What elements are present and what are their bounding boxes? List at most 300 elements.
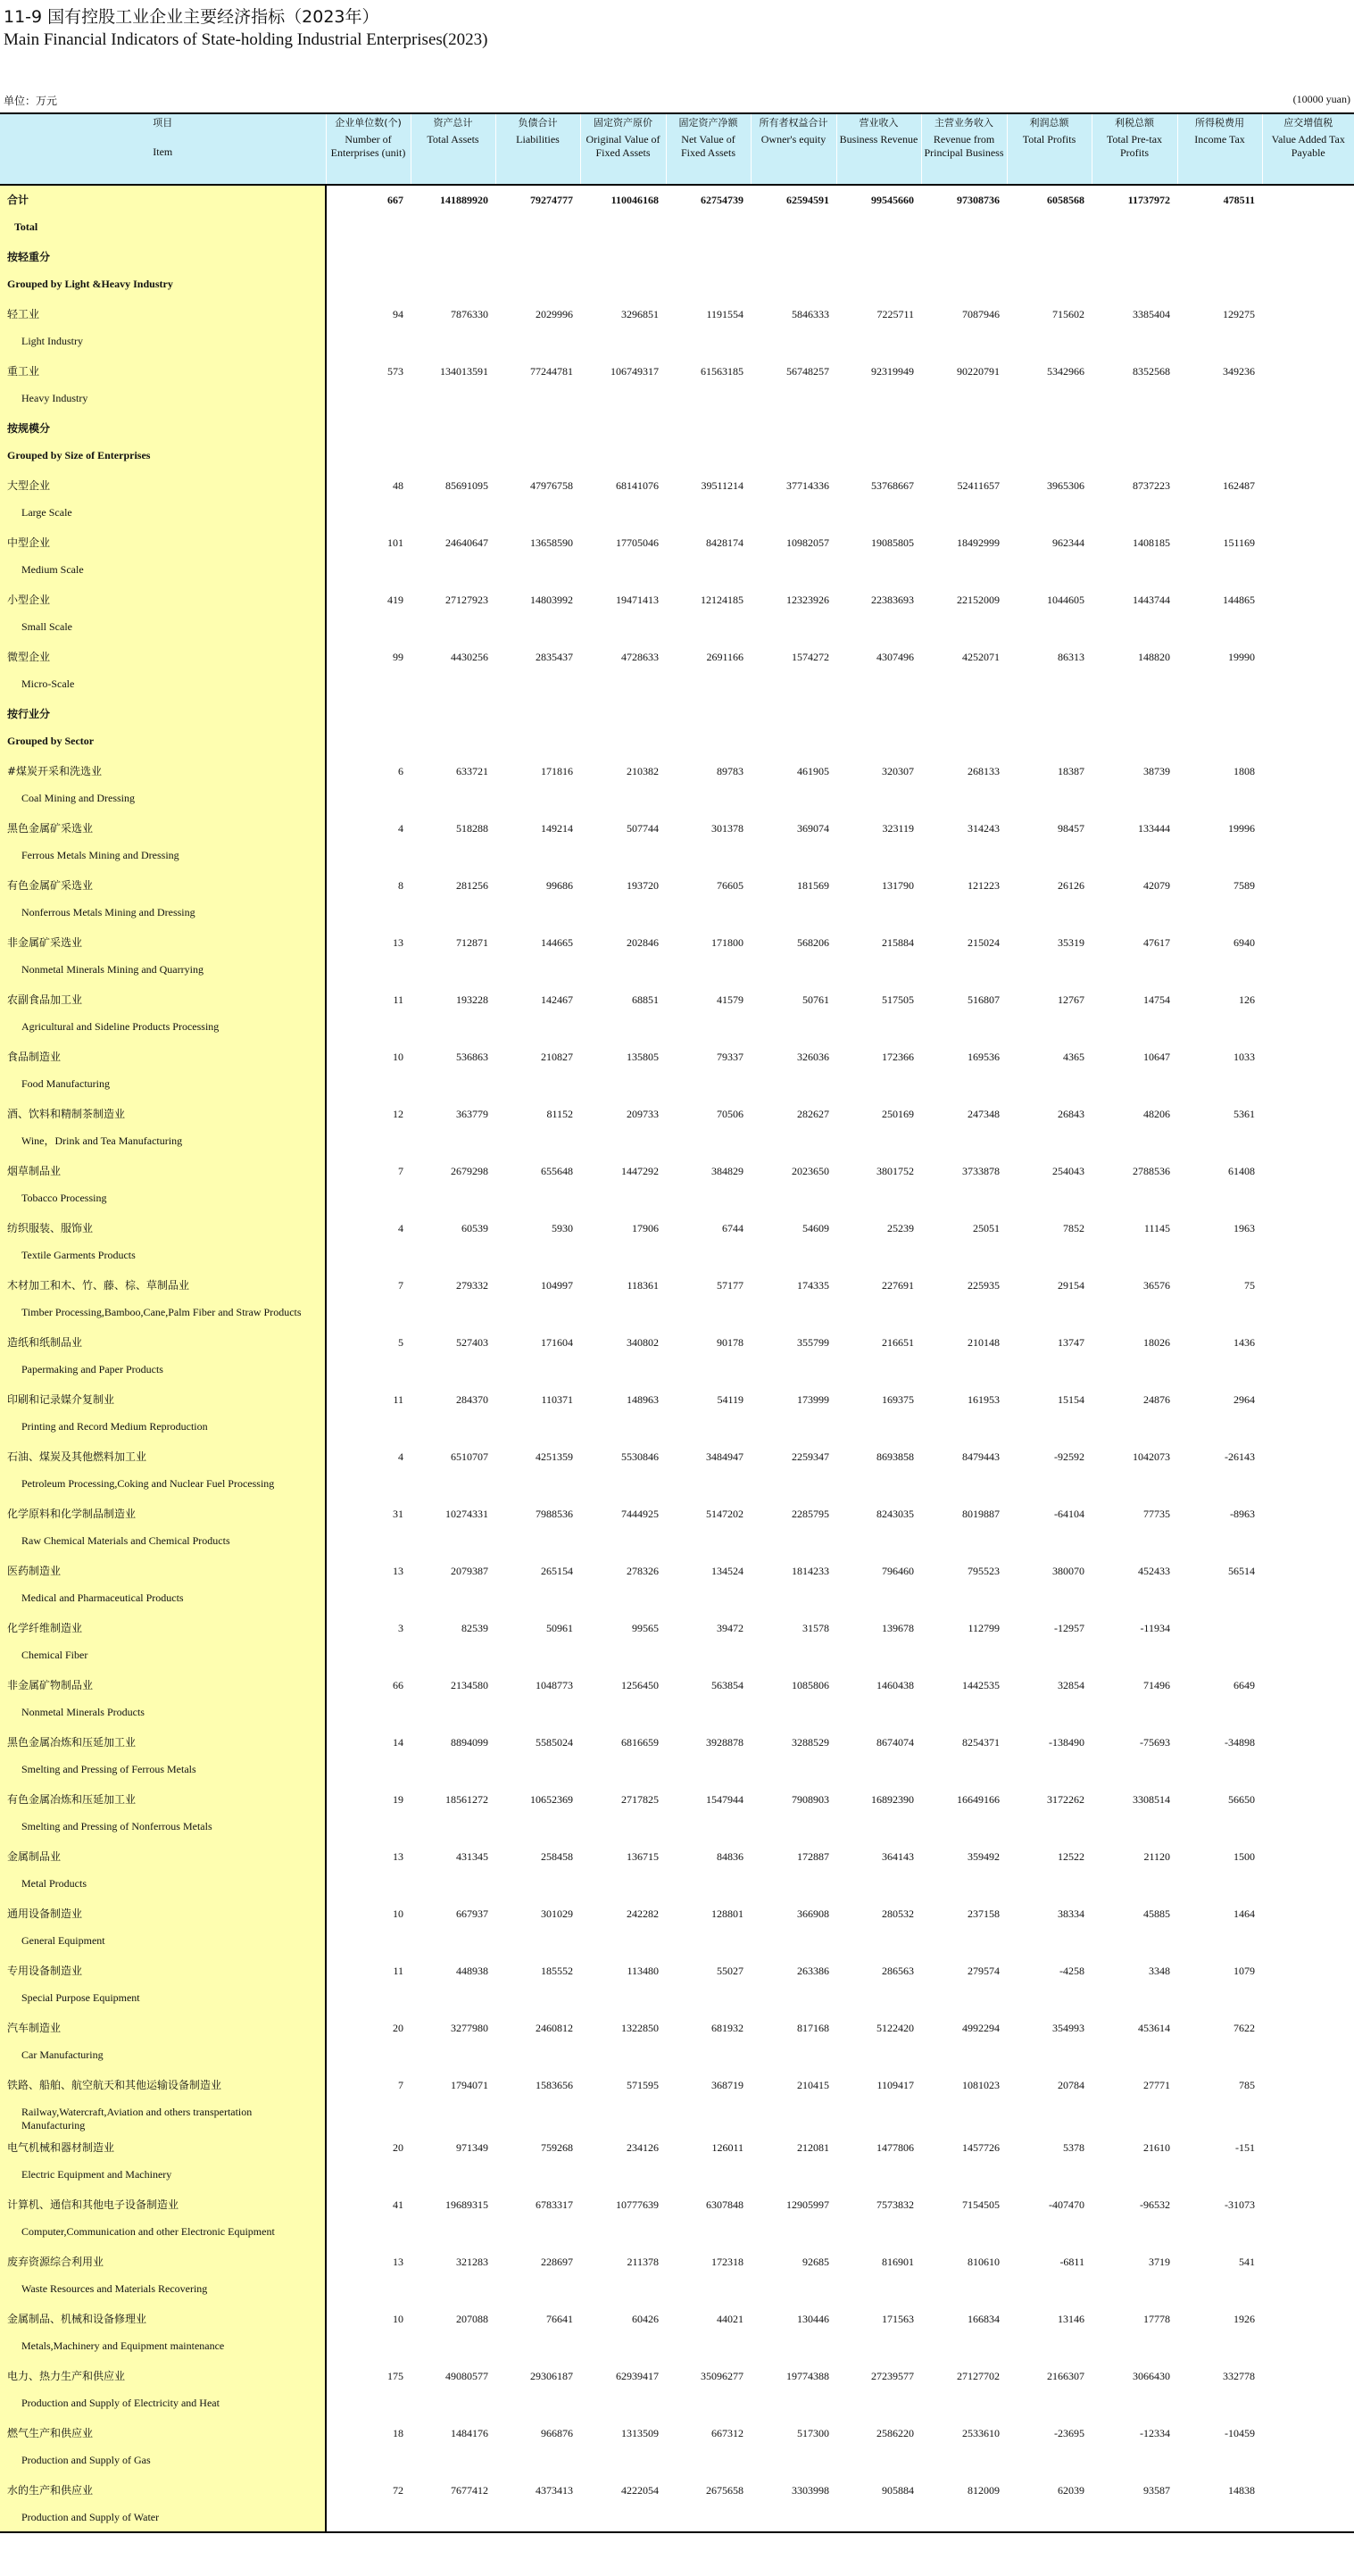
table-cell: 99545660	[871, 194, 914, 206]
row-label-en: Coal Mining and Dressing	[0, 786, 326, 813]
table-cell: 20	[393, 2140, 403, 2154]
table-row	[0, 1613, 1354, 1643]
table-cell	[580, 413, 666, 444]
table-cell: 6058568	[1047, 194, 1084, 206]
table-cell: 1079	[1234, 1964, 1255, 1977]
table-cell: 6307848	[706, 2198, 743, 2211]
table-row-en	[0, 1586, 1354, 1613]
table-cell: 92319949	[871, 364, 914, 378]
row-label-en: Printing and Record Medium Reproduction	[0, 1415, 326, 1442]
table-cell: 7908903	[792, 1792, 829, 1806]
table-cell	[326, 413, 411, 444]
table-cell: 258458	[541, 1849, 573, 1863]
row-spacer	[326, 2505, 1262, 2532]
row-spacer	[326, 1757, 1262, 1784]
table-row	[0, 756, 1354, 786]
table-cell: 97308736	[957, 194, 1000, 206]
table-cell: 41	[393, 2198, 403, 2211]
table-cell: 8352568	[1133, 364, 1170, 378]
table-row	[0, 1156, 1354, 1186]
table-cell	[411, 699, 495, 729]
row-label-en: Production and Supply of Gas	[0, 2448, 326, 2475]
table-row-en	[0, 2043, 1354, 2070]
table-row-en	[0, 901, 1354, 927]
table-cell: 8	[398, 878, 403, 892]
row-label-en: Nonferrous Metals Mining and Dressing	[0, 901, 326, 927]
table-cell	[411, 413, 495, 444]
table-cell: 6744	[722, 1221, 743, 1234]
table-cell: 3733878	[962, 1164, 1000, 1177]
table-row	[0, 813, 1354, 843]
table-cell: 1048773	[536, 1678, 573, 1691]
row-label-en: Railway,Watercraft,Aviation and others transpertation Manufacturing	[0, 2100, 326, 2132]
table-cell: 7	[398, 2078, 403, 2091]
table-cell: -26143	[1225, 1450, 1255, 1463]
table-header	[0, 113, 1354, 185]
table-cell: 3385404	[1133, 307, 1170, 320]
table-cell: 7622	[1234, 2021, 1255, 2034]
table-cell: 94	[393, 307, 403, 320]
table-cell: 431345	[456, 1849, 488, 1863]
table-cell: 210827	[541, 1050, 573, 1063]
table-cell: 284370	[456, 1392, 488, 1406]
row-spacer	[326, 615, 1262, 642]
table-cell: 24876	[1143, 1392, 1170, 1406]
table-row	[0, 470, 1354, 501]
table-row	[0, 2190, 1354, 2220]
table-cell: 17906	[632, 1221, 659, 1234]
table-cell: 301029	[541, 1907, 573, 1920]
row-spacer	[326, 501, 1262, 528]
table-cell: 461905	[797, 764, 829, 777]
table-body	[0, 185, 1354, 2532]
table-cell: 41579	[717, 993, 743, 1006]
table-row-en	[0, 1929, 1354, 1956]
row-spacer	[326, 1129, 1262, 1156]
table-cell: 1808	[1234, 764, 1255, 777]
table-cell: 110046168	[611, 194, 659, 206]
table-cell: -407470	[1049, 2198, 1084, 2211]
table-cell: 18387	[1058, 764, 1084, 777]
row-spacer	[326, 2448, 1262, 2475]
table-cell: 4	[398, 1221, 403, 1234]
column-header-zh: 应交增值税	[1283, 117, 1333, 129]
table-cell: 215884	[882, 935, 914, 949]
table-cell: 759268	[541, 2140, 573, 2154]
table-cell: 215024	[968, 935, 1000, 949]
table-cell: 173999	[797, 1392, 829, 1406]
row-label-en: Electric Equipment and Machinery	[0, 2163, 326, 2190]
table-cell	[1007, 413, 1092, 444]
table-cell: 2675658	[706, 2483, 743, 2497]
table-cell: -92592	[1054, 1450, 1084, 1463]
table-cell: 12	[393, 1107, 403, 1120]
table-cell: 11	[393, 993, 403, 1006]
row-label-en: Total	[0, 215, 326, 242]
row-label-en: Medium Scale	[0, 558, 326, 585]
table-cell: 5	[398, 1335, 403, 1349]
table-cell: 130446	[797, 2312, 829, 2325]
table-cell: 3484947	[706, 1450, 743, 1463]
table-cell: 314243	[968, 821, 1000, 835]
table-cell: 85691095	[445, 478, 488, 492]
column-header	[326, 113, 411, 185]
table-cell: 633721	[456, 764, 488, 777]
table-cell: 5342966	[1047, 364, 1084, 378]
row-spacer	[326, 2220, 1262, 2247]
table-cell: 5530846	[621, 1450, 659, 1463]
table-cell: 1574272	[792, 650, 829, 663]
row-spacer	[326, 901, 1262, 927]
row-spacer	[326, 1986, 1262, 2013]
table-cell: 1109417	[876, 2078, 914, 2091]
row-label-en: Nonmetal Minerals Products	[0, 1700, 326, 1727]
table-cell: 326036	[797, 1050, 829, 1063]
row-label-zh: 大型企业	[0, 470, 326, 501]
row-label-en: Production and Supply of Water	[0, 2505, 326, 2532]
table-cell: 1484176	[451, 2426, 488, 2439]
table-cell: 56748257	[786, 364, 829, 378]
table-cell: 1926	[1234, 2312, 1255, 2325]
table-cell: 77735	[1143, 1507, 1170, 1520]
table-cell: 1447292	[621, 1164, 659, 1177]
table-cell: 14803992	[530, 593, 573, 606]
table-cell: 301378	[711, 821, 743, 835]
row-label-en: Smelting and Pressing of Nonferrous Metals	[0, 1815, 326, 1841]
table-cell: 810610	[968, 2255, 1000, 2268]
table-row	[0, 1442, 1354, 1472]
table-cell: 10652369	[530, 1792, 573, 1806]
table-cell: 667	[387, 194, 403, 206]
table-cell: 136715	[627, 1849, 659, 1863]
table-cell: 10	[393, 1907, 403, 1920]
table-cell	[1177, 413, 1262, 444]
table-cell: 106749317	[611, 364, 659, 378]
table-cell: 11	[393, 1392, 403, 1406]
table-cell: 2717825	[621, 1792, 659, 1806]
table-cell: 86313	[1058, 650, 1084, 663]
table-cell: 98457	[1058, 821, 1084, 835]
row-spacer	[326, 2100, 1262, 2132]
row-label-en: Metal Products	[0, 1872, 326, 1899]
column-header-zh: 资产总计	[433, 117, 473, 129]
row-label-zh: 非金属矿物制品业	[0, 1670, 326, 1700]
table-cell: 796460	[882, 1564, 914, 1577]
table-row	[0, 1042, 1354, 1072]
table-cell: 281256	[456, 878, 488, 892]
table-row-en	[0, 386, 1354, 413]
table-cell: 112799	[968, 1621, 1000, 1634]
row-label-zh: 化学原料和化学制品制造业	[0, 1499, 326, 1529]
table-cell: 172366	[882, 1050, 914, 1063]
row-label-en: Textile Garments Products	[0, 1243, 326, 1270]
table-cell: 7589	[1234, 878, 1255, 892]
table-cell	[836, 699, 921, 729]
table-cell: 27771	[1143, 2078, 1170, 2091]
table-cell: 134524	[711, 1564, 743, 1577]
table-cell: 129275	[1223, 307, 1255, 320]
table-cell: 11	[393, 1964, 403, 1977]
column-header-en: Owner's equity	[760, 133, 827, 145]
row-spacer	[326, 1872, 1262, 1899]
table-cell: 6940	[1234, 935, 1255, 949]
table-cell: 279332	[456, 1278, 488, 1292]
table-row	[0, 528, 1354, 558]
table-cell: 286563	[882, 1964, 914, 1977]
table-cell: 3928878	[706, 1735, 743, 1749]
table-cell: 7852	[1063, 1221, 1084, 1234]
table-cell: 19774388	[786, 2369, 829, 2382]
table-cell: 13	[393, 2255, 403, 2268]
table-row-en	[0, 2163, 1354, 2190]
row-label-en: Agricultural and Sideline Products Processing	[0, 1015, 326, 1042]
table-cell	[326, 699, 411, 729]
table-cell: 110371	[541, 1392, 573, 1406]
table-cell: 185552	[541, 1964, 573, 1977]
table-cell: 340802	[627, 1335, 659, 1349]
unit-label-en: (10000 yuan)	[1292, 93, 1350, 105]
column-header-zh: 营业收入	[859, 117, 899, 129]
row-label-zh: 计算机、通信和其他电子设备制造业	[0, 2190, 326, 2220]
table-row-en	[0, 1186, 1354, 1213]
row-spacer	[326, 215, 1262, 242]
table-cell: 3	[398, 1621, 403, 1634]
table-cell: 2259347	[792, 1450, 829, 1463]
table-cell: 20784	[1058, 2078, 1084, 2091]
column-header	[495, 113, 580, 185]
table-cell: 712871	[456, 935, 488, 949]
table-cell: 3288529	[792, 1735, 829, 1749]
table-cell: 516807	[968, 993, 1000, 1006]
table-cell: 19471413	[616, 593, 659, 606]
table-cell: 320307	[882, 764, 914, 777]
table-cell: 518288	[456, 821, 488, 835]
table-cell: -23695	[1054, 2426, 1084, 2439]
table-cell	[1092, 242, 1177, 272]
table-cell: 141889920	[440, 194, 488, 206]
table-cell: 93587	[1143, 2483, 1170, 2497]
table-cell: 35319	[1058, 935, 1084, 949]
table-cell: 121223	[968, 878, 1000, 892]
table-cell: 1322850	[621, 2021, 659, 2034]
row-spacer	[326, 2334, 1262, 2361]
row-label-zh: #煤炭开采和洗选业	[0, 756, 326, 786]
table-row-en	[0, 1072, 1354, 1099]
table-cell: 29154	[1058, 1278, 1084, 1292]
table-cell: 4252071	[962, 650, 1000, 663]
column-header-zh: 负债合计	[518, 117, 558, 129]
table-cell: 210415	[797, 2078, 829, 2091]
row-spacer	[326, 672, 1262, 699]
column-header-en: Net Value of Fixed Assets	[680, 133, 735, 159]
table-row-en	[0, 1300, 1354, 1327]
table-cell: 174335	[797, 1278, 829, 1292]
table-cell: 26126	[1058, 878, 1084, 892]
table-cell: 71496	[1143, 1678, 1170, 1691]
table-cell: 62754739	[701, 194, 743, 206]
table-cell: -12957	[1054, 1621, 1084, 1634]
table-cell: 795523	[968, 1564, 1000, 1577]
table-cell: 905884	[882, 2483, 914, 2497]
table-row	[0, 2247, 1354, 2277]
table-cell: 6	[398, 764, 403, 777]
row-spacer	[326, 2163, 1262, 2190]
table-cell: 5930	[552, 1221, 573, 1234]
table-row-en	[0, 958, 1354, 985]
table-cell: 68141076	[616, 478, 659, 492]
row-label-zh: 农副食品加工业	[0, 985, 326, 1015]
row-label-zh: 纺织服装、服饰业	[0, 1213, 326, 1243]
row-label-en: Small Scale	[0, 615, 326, 642]
table-row	[0, 642, 1354, 672]
table-cell: 1044605	[1047, 593, 1084, 606]
table-cell: 359492	[968, 1849, 1000, 1863]
table-row-en	[0, 729, 1354, 756]
table-cell: 517300	[797, 2426, 829, 2439]
table-cell: 72	[393, 2483, 403, 2497]
table-cell: 90220791	[957, 364, 1000, 378]
table-cell: 268133	[968, 764, 1000, 777]
table-row-en	[0, 672, 1354, 699]
table-cell: 563854	[711, 1678, 743, 1691]
table-cell: 17778	[1143, 2312, 1170, 2325]
table-cell: -4258	[1059, 1964, 1084, 1977]
column-header-en: Liabilities	[516, 133, 560, 145]
table-row	[0, 299, 1354, 329]
table-cell: 81152	[546, 1107, 573, 1120]
table-cell: 21120	[1143, 1849, 1170, 1863]
table-cell: 84836	[717, 1849, 743, 1863]
table-cell: 15154	[1058, 1392, 1084, 1406]
table-cell: 573	[387, 364, 403, 378]
table-row-en	[0, 1358, 1354, 1384]
table-cell: 139678	[882, 1621, 914, 1634]
row-label-zh: 造纸和纸制品业	[0, 1327, 326, 1358]
table-cell: 31	[393, 1507, 403, 1520]
table-cell: 6816659	[621, 1735, 659, 1749]
table-cell: 5122420	[876, 2021, 914, 2034]
row-label-en: Special Purpose Equipment	[0, 1986, 326, 2013]
row-spacer	[326, 1358, 1262, 1384]
table-cell: 14	[393, 1735, 403, 1749]
table-cell: 171563	[882, 2312, 914, 2325]
table-cell: 265154	[541, 1564, 573, 1577]
table-cell: 56514	[1228, 1564, 1255, 1577]
table-cell: 19085805	[871, 536, 914, 549]
table-cell: 118361	[627, 1278, 659, 1292]
table-cell: 13	[393, 1849, 403, 1863]
table-cell: 22383693	[871, 593, 914, 606]
table-cell: 1033	[1234, 1050, 1255, 1063]
table-cell: 254043	[1052, 1164, 1084, 1177]
table-cell: 134013591	[440, 364, 488, 378]
table-row-en	[0, 1129, 1354, 1156]
table-cell: 10982057	[786, 536, 829, 549]
table-cell	[495, 242, 580, 272]
row-label-en: Waste Resources and Materials Recovering	[0, 2277, 326, 2304]
table-row-en	[0, 272, 1354, 299]
table-cell: 144865	[1223, 593, 1255, 606]
table-row	[0, 927, 1354, 958]
table-cell: 12522	[1058, 1849, 1084, 1863]
row-label-en: Car Manufacturing	[0, 2043, 326, 2070]
table-cell: 128801	[711, 1907, 743, 1920]
table-cell: 113480	[627, 1964, 659, 1977]
table-cell: 7677412	[451, 2483, 488, 2497]
table-cell: 7573832	[876, 2198, 914, 2211]
table-cell	[411, 242, 495, 272]
table-cell: 50761	[802, 993, 829, 1006]
table-cell: 32854	[1058, 1678, 1084, 1691]
table-cell: 11145	[1143, 1221, 1170, 1234]
table-cell: 76605	[717, 878, 743, 892]
table-cell: 39472	[717, 1621, 743, 1634]
row-spacer	[326, 1072, 1262, 1099]
table-row-en	[0, 1757, 1354, 1784]
table-cell: 13	[393, 1564, 403, 1577]
table-cell: 2029996	[536, 307, 573, 320]
table-cell: 126011	[711, 2140, 743, 2154]
row-label-en: Timber Processing,Bamboo,Cane,Palm Fiber and Straw Products	[0, 1300, 326, 1327]
table-cell: 22152009	[957, 593, 1000, 606]
table-cell: 79337	[717, 1050, 743, 1063]
column-header-zh: 所有者权益合计	[759, 117, 828, 129]
table-cell: 8737223	[1133, 478, 1170, 492]
table-cell: -138490	[1049, 1735, 1084, 1749]
table-cell: 369074	[797, 821, 829, 835]
table-row	[0, 1327, 1354, 1358]
table-cell: 4373413	[536, 2483, 573, 2497]
table-cell: 19990	[1228, 650, 1255, 663]
row-label-en: Medical and Pharmaceutical Products	[0, 1586, 326, 1613]
table-title-zh: 11-9 国有控股工业企业主要经济指标（2023年）	[4, 7, 379, 27]
row-label-zh: 黑色金属矿采选业	[0, 813, 326, 843]
table-row-en	[0, 1243, 1354, 1270]
table-cell: 54119	[717, 1392, 743, 1406]
table-cell: 57177	[717, 1278, 743, 1292]
table-cell: 541	[1239, 2255, 1255, 2268]
table-cell: 193720	[627, 878, 659, 892]
table-cell: 149214	[541, 821, 573, 835]
table-row-en	[0, 215, 1354, 242]
table-cell: 5585024	[536, 1735, 573, 1749]
table-cell: 79274777	[530, 194, 573, 206]
row-label-zh: 非金属矿采选业	[0, 927, 326, 958]
table-cell: 6510707	[451, 1450, 488, 1463]
table-cell: 817168	[797, 2021, 829, 2034]
table-cell: -96532	[1140, 2198, 1170, 2211]
table-cell: 527403	[456, 1335, 488, 1349]
table-cell: 1081023	[962, 2078, 1000, 2091]
table-cell: 8254371	[962, 1735, 1000, 1749]
table-cell: 172887	[797, 1849, 829, 1863]
column-header-en: Value Added Tax Payable	[1271, 133, 1345, 159]
column-header	[751, 113, 836, 185]
row-label-zh: 重工业	[0, 356, 326, 386]
table-cell: 8894099	[451, 1735, 488, 1749]
table-cell: 282627	[797, 1107, 829, 1120]
table-row-en	[0, 444, 1354, 470]
table-row-en	[0, 1872, 1354, 1899]
row-label-zh: 按规模分	[0, 413, 326, 444]
table-cell: 6783317	[536, 2198, 573, 2211]
table-cell	[921, 242, 1007, 272]
row-label-en: Grouped by Light &Heavy Industry	[0, 272, 326, 299]
row-spacer	[326, 2043, 1262, 2070]
table-cell: 62039	[1058, 2483, 1084, 2497]
table-cell: 99565	[632, 1621, 659, 1634]
table-cell: 3277980	[451, 2021, 488, 2034]
